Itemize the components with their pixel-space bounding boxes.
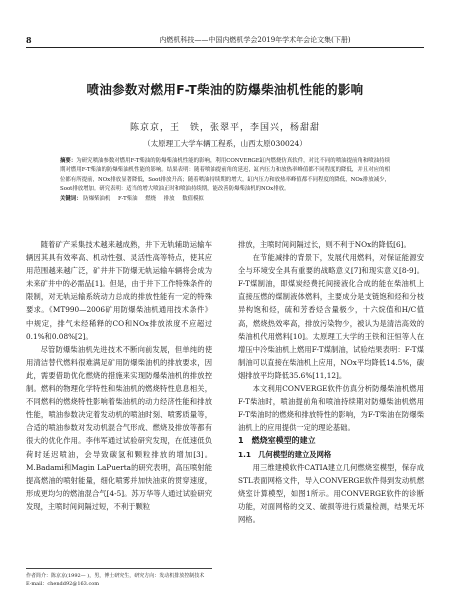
body-right-column [238,238,424,526]
body-paragraph: 本文利用CONVERGE软件仿真分析防爆柴油机燃用F-T柴油时，喷油提前角和喷油持续期对防爆柴油机燃用F-T柴油时的燃烧和排放特性的影响，为F-T柴油在防爆柴油机上的应用提供一定的理论基础。 [238,384,424,433]
abstract-section [60,157,390,204]
keyword-item: 排放 [163,196,175,203]
running-header [26,33,424,48]
body-paragraph: 用三维建模软件CATIA建立几何燃烧室模型，保存成STL表面网格文件，导入CONVERGE软件得到发动机燃烧室计算模型，如图1所示。用CONVERGE软件的诊断功能，对面网格的交叉、破损等进行质量检测，结果无坏网格。 [238,462,424,524]
section-heading: 1 燃烧室模型的建立 [238,436,316,446]
page-number: 8 [26,35,32,45]
body-left-column [26,238,212,513]
body-paragraph: 尽管防爆柴油机先进技术不断向前发展，但单纯的使用清洁替代燃料很难满足矿用防爆柴油机的排放要求，因此，需要借助优化燃烧的措施来实现防爆柴油机的排放控制。燃料的物理化学特性和柴油机的燃烧特性息息相关，不同燃料的燃烧特性影响着柴油机的动力经济性能和排放性能，喷油参数决定着发动机的喷油时刻、喷雾质量等，合适的喷油参数对发动机混合气形成、燃烧及排放等都有很大的优化作用。李伟军通过试验研究发现，在低速低负荷时延迟喷油，会导致碳氢和颗粒排放的增加[3]。M.Badami和Magin LaPuerta的研究表明，高压喷射能提高燃油的喷射能量，细化喷雾并加快油束的贯穿速度，形成更均匀的燃油混合气[4-5]。苏万华等人通过试验研究发现，主喷时间间隔过短，不利于颗粒 [26,344,212,511]
keywords-label: 关键词： [60,196,82,203]
author-list: 陈京京，王 铁，张翠平，李国兴，杨甜甜 [129,123,320,133]
keyword-item: F-T柴油 [117,196,138,203]
body-paragraph: 在节能减排的背景下，发展代用燃料，对保证能源安全与环境安全具有重要的战略意义[7]和现实意义[8-9]。F-T煤制油，即煤炭经费托间接液化合成的能在柴油机上直接压燃的煤制液体燃料，主要成分是支链饱和烃和分枝异构饱和烃，硫和芳香烃含量极少，十六烷值和H/C值高，燃烧热效率高，排放污染物少，被认为是清洁高效的柴油机代用燃料[10]。太原理工大学的王铁和汪恒等人在增压中冷柴油机上燃用F-T煤制油，试验结果表明：F-T煤制油可以直接在柴油机上应用，NOx平均降低14.5%，碳烟排放平均降低35.6%[11,12]。 [238,253,424,380]
abstract-text: 为研究喷油参数对燃用F-T柴油的防爆柴油机性能的影响，利用CONVERGE缸内燃烧仿真软件，对比不同的喷油提前角和喷油持续期对燃用F-T柴油的防爆柴油机性能的影响。结果表明：随着喷油提前角的延迟，缸内压力和放热率峰值都不同程度的降低，并且对应的相位都有所提前，NOx排放显著降低，Soot排放升高；随着喷油持续期的增大，缸内压力和放热率峰值都不同程度的降低，NOx排放减少，Soot排放增加。研究表明：适当的增大喷油正时和喷油持续期，能改善防爆柴油机的NOx排放。 [60,158,390,192]
body-paragraph: 排放，主喷时间间隔过长，则不利于NOx的降低[6]。 [238,240,411,249]
journal-running-head: 内燃机科技——中国内燃机学会2019年学术年会论文集(下册) [159,36,351,44]
author-affiliation: （太原理工大学车辆工程系，山西太原030024） [143,139,307,148]
keyword-item: 燃烧 [145,196,157,203]
keyword-item: 数值模拟 [182,196,204,203]
subsection-heading: 1.1 几何模型的建立及网格 [238,449,332,459]
keywords [60,195,390,204]
paper-title: 喷油参数对燃用F-T柴油的防爆柴油机性能的影响 [86,82,364,97]
keyword-item: 防爆柴油机 [83,196,111,203]
body-paragraph: 随着矿产采集技术越来越成熟，井下无轨辅助运输车辆因其具有效率高、机动性强、灵活性高等特点，使其应用范围越来越广泛，矿井井下防爆无轨运输车辆将会成为未来矿井中的必需品[1]。但是，由于井下工作特殊条件的限制，对无轨运输系统动力总成的排放性能有一定的特殊要求。《MT990—2006矿用防爆柴油机通用技术条件》中规定，排气未经稀释的CO和NOx排放浓度不应超过0.1%和0.08%[2]。 [26,240,212,341]
abstract [60,157,390,194]
author-footnote [26,568,212,588]
abstract-label: 摘要： [60,158,77,164]
footnote-author-bio: 作者简介：陈京京(1992— )，男，博士研究生，研究方向：发动机排放控制技术 [26,573,205,579]
footnote-email: E-mail：chendd92@163.com [26,581,100,587]
